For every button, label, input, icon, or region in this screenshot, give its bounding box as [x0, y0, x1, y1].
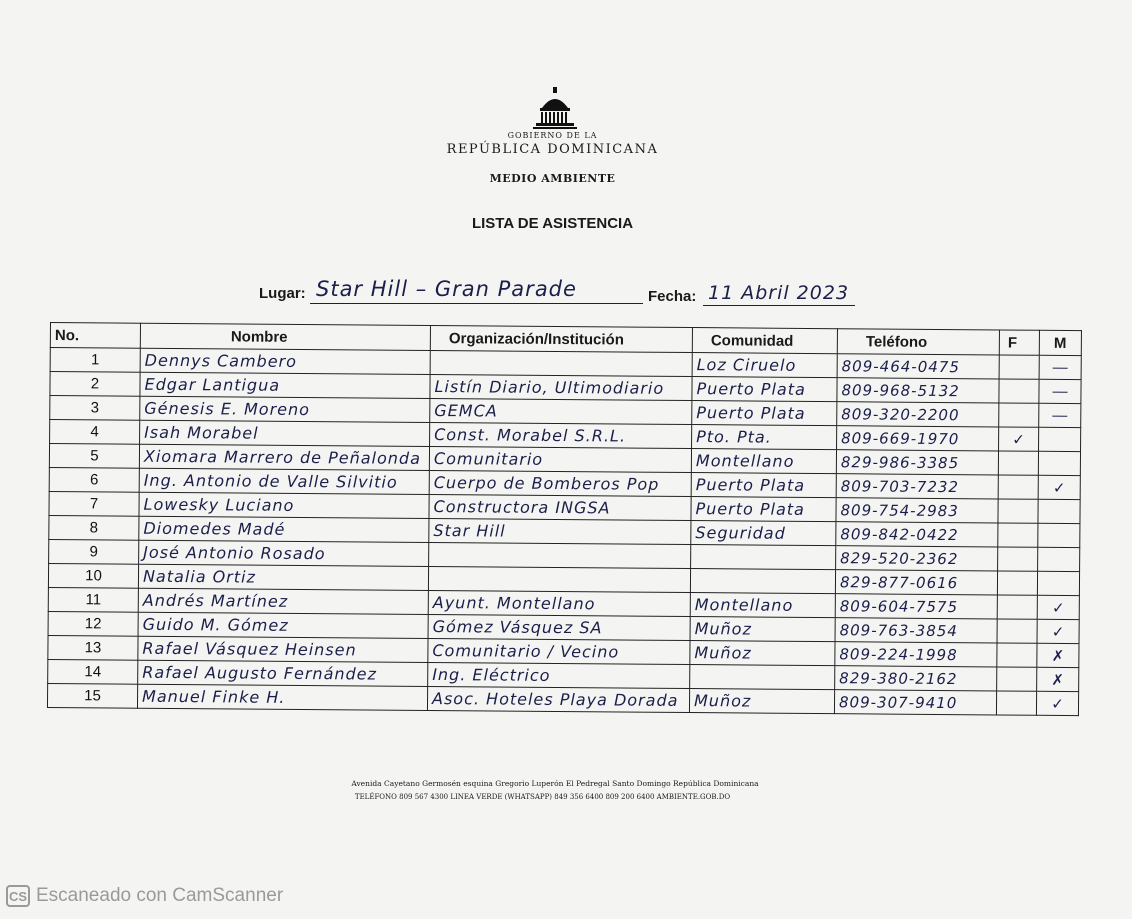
- row-comunidad: Puerto Plata: [692, 401, 837, 426]
- row-telefono: 809-763-3854: [835, 618, 997, 643]
- row-nombre: Ing. Antonio de Valle Silvitio: [139, 468, 429, 494]
- fecha-label: Fecha:: [648, 288, 697, 305]
- row-telefono: 809-604-7575: [835, 594, 997, 619]
- row-m-mark: [1039, 427, 1081, 451]
- row-comunidad: [691, 545, 836, 570]
- row-number: 3: [50, 396, 140, 421]
- national-palace-logo-icon: [532, 86, 578, 130]
- header-organizacion: Organización/Institución: [430, 325, 692, 352]
- row-m-mark: —: [1039, 355, 1081, 379]
- row-f-mark: [998, 547, 1038, 571]
- row-number: 5: [49, 444, 139, 469]
- row-nombre: Andrés Martínez: [138, 588, 428, 614]
- row-comunidad: Muñoz: [690, 641, 835, 666]
- row-comunidad: Puerto Plata: [691, 473, 836, 498]
- government-line: GOBIERNO DE LA: [507, 131, 598, 140]
- row-telefono: 809-669-1970: [837, 426, 999, 451]
- row-f-mark: [997, 619, 1037, 643]
- row-telefono: 809-307-9410: [834, 690, 996, 715]
- row-nombre: Dennys Cambero: [140, 348, 430, 374]
- row-telefono: 809-968-5132: [837, 378, 999, 403]
- header-nombre: Nombre: [140, 323, 430, 350]
- row-telefono: 829-986-3385: [836, 450, 998, 475]
- header-comunidad: Comunidad: [692, 328, 837, 354]
- row-f-mark: [997, 643, 1037, 667]
- row-organizacion: Comunitario / Vecino: [428, 638, 690, 664]
- fecha-underline: [703, 305, 855, 306]
- row-comunidad: Loz Ciruelo: [692, 353, 837, 378]
- row-nombre: Rafael Augusto Fernández: [138, 660, 428, 686]
- row-telefono: 829-520-2362: [836, 546, 998, 571]
- fecha-value: 11 Abril 2023: [708, 282, 850, 304]
- row-f-mark: [997, 571, 1037, 595]
- row-f-mark: [999, 403, 1039, 427]
- row-comunidad: Muñoz: [690, 617, 835, 642]
- row-organizacion: Constructora INGSA: [429, 494, 691, 520]
- row-number: 2: [50, 372, 140, 397]
- row-nombre: Guido M. Gómez: [138, 612, 428, 638]
- row-f-mark: ✓: [999, 427, 1039, 451]
- attendance-rows: [47, 348, 1081, 716]
- row-f-mark: [998, 475, 1038, 499]
- row-nombre: Lowesky Luciano: [139, 492, 429, 518]
- row-organizacion: Cuerpo de Bomberos Pop: [429, 470, 691, 496]
- row-nombre: Isah Morabel: [140, 420, 430, 446]
- row-number: 8: [49, 515, 139, 540]
- ministry-name: MEDIO AMBIENTE: [489, 172, 616, 185]
- header-m: M: [1039, 330, 1081, 355]
- watermark-text: Escaneado con CamScanner: [36, 885, 284, 906]
- row-organizacion: Comunitario: [429, 446, 691, 472]
- row-m-mark: ✓: [1038, 475, 1080, 499]
- row-nombre: Rafael Vásquez Heinsen: [138, 636, 428, 662]
- row-nombre: José Antonio Rosado: [139, 540, 429, 566]
- row-nombre: Génesis E. Moreno: [140, 396, 430, 422]
- footer-contact: TELÉFONO 809 567 4300 LINEA VERDE (WHATSAPP) 849 356 6400 809 200 6400 AMBIENTE.GOB.DO: [354, 793, 731, 801]
- row-number: 6: [49, 467, 139, 492]
- row-f-mark: [997, 667, 1037, 691]
- row-organizacion: Gómez Vásquez SA: [428, 614, 690, 640]
- row-organizacion: Asoc. Hoteles Playa Dorada: [427, 686, 689, 712]
- row-nombre: Manuel Finke H.: [137, 684, 427, 710]
- row-telefono: 809-754-2983: [836, 498, 998, 523]
- row-nombre: Xiomara Marrero de Peñalonda: [139, 444, 429, 470]
- attendance-table: [47, 322, 1082, 716]
- row-f-mark: [999, 355, 1039, 379]
- row-m-mark: ✓: [1037, 619, 1079, 643]
- row-comunidad: Pto. Pta.: [692, 425, 837, 450]
- row-f-mark: [998, 451, 1038, 475]
- row-nombre: Diomedes Madé: [139, 516, 429, 542]
- row-comunidad: Puerto Plata: [692, 377, 837, 402]
- row-m-mark: [1037, 571, 1079, 595]
- lugar-label: Lugar:: [259, 285, 306, 302]
- row-organizacion: Ayunt. Montellano: [428, 590, 690, 616]
- row-comunidad: [690, 569, 835, 594]
- row-number: 15: [47, 683, 137, 708]
- row-comunidad: Seguridad: [691, 521, 836, 546]
- row-telefono: 809-703-7232: [836, 474, 998, 499]
- row-number: 9: [49, 539, 139, 564]
- row-m-mark: ✗: [1037, 667, 1079, 691]
- row-number: 12: [48, 611, 138, 636]
- row-telefono: 809-464-0475: [837, 354, 999, 379]
- row-m-mark: ✓: [1037, 595, 1079, 619]
- lugar-value: Star Hill – Gran Parade: [316, 277, 577, 301]
- row-f-mark: [999, 379, 1039, 403]
- row-f-mark: [996, 691, 1036, 715]
- document-title: LISTA DE ASISTENCIA: [471, 215, 634, 232]
- row-nombre: Edgar Lantigua: [140, 372, 430, 398]
- header-telefono: Teléfono: [837, 329, 999, 355]
- row-m-mark: —: [1039, 403, 1081, 427]
- row-nombre: Natalia Ortiz: [138, 564, 428, 590]
- row-organizacion: Star Hill: [429, 518, 691, 544]
- lugar-underline: [310, 303, 643, 304]
- row-organizacion: [428, 566, 690, 592]
- row-number: 10: [48, 563, 138, 588]
- row-number: 4: [50, 420, 140, 445]
- row-comunidad: [690, 665, 835, 690]
- row-number: 14: [48, 659, 138, 684]
- row-organizacion: [429, 542, 691, 568]
- row-organizacion: Listín Diario, Ultimodiario: [430, 374, 692, 400]
- camscanner-logo-icon: CS: [6, 885, 30, 907]
- row-comunidad: Montellano: [690, 593, 835, 618]
- row-m-mark: ✗: [1037, 643, 1079, 667]
- row-organizacion: Ing. Eléctrico: [428, 662, 690, 688]
- row-f-mark: [998, 523, 1038, 547]
- header-no: No.: [50, 323, 140, 349]
- row-telefono: 809-224-1998: [835, 642, 997, 667]
- row-telefono: 829-877-0616: [835, 570, 997, 595]
- row-number: 11: [48, 587, 138, 612]
- row-comunidad: Muñoz: [689, 689, 834, 714]
- country-name: REPÚBLICA DOMINICANA: [446, 142, 659, 157]
- row-telefono: 829-380-2162: [835, 666, 997, 691]
- row-m-mark: [1038, 547, 1080, 571]
- camscanner-watermark: [6, 884, 283, 908]
- row-m-mark: ✓: [1036, 691, 1078, 715]
- row-telefono: 809-320-2200: [837, 402, 999, 427]
- row-number: 7: [49, 491, 139, 516]
- row-f-mark: [998, 499, 1038, 523]
- row-organizacion: [430, 350, 692, 376]
- row-organizacion: GEMCA: [430, 398, 692, 424]
- header-f: F: [999, 330, 1039, 355]
- row-comunidad: Puerto Plata: [691, 497, 836, 522]
- row-m-mark: —: [1039, 379, 1081, 403]
- row-number: 1: [50, 348, 140, 373]
- row-f-mark: [997, 595, 1037, 619]
- footer-address: Avenida Cayetano Germosén esquina Gregorio Luperón El Pedregal Santo Domingo República Dominicana: [351, 779, 759, 788]
- row-organizacion: Const. Morabel S.R.L.: [430, 422, 692, 448]
- row-m-mark: [1038, 499, 1080, 523]
- row-number: 13: [48, 635, 138, 660]
- row-telefono: 809-842-0422: [836, 522, 998, 547]
- row-m-mark: [1038, 523, 1080, 547]
- row-m-mark: [1038, 451, 1080, 475]
- row-comunidad: Montellano: [691, 449, 836, 474]
